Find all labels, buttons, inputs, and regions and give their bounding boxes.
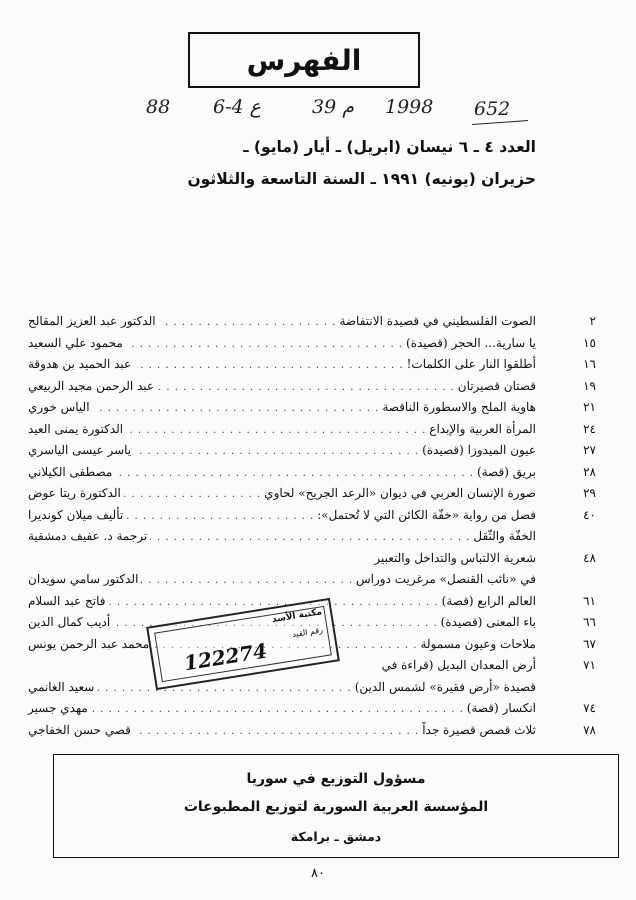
handwritten-underline <box>472 120 528 125</box>
toc-title: ثلاث قصص قصيرة جداً <box>422 722 536 737</box>
toc-leader-dots <box>91 704 464 715</box>
toc-page-number: ٢٤ <box>583 421 596 436</box>
toc-leader-dots <box>159 317 337 328</box>
toc-author: الدكتور عبد العزيز المقالح <box>28 314 156 328</box>
toc-page-number: ١٩ <box>583 378 596 393</box>
toc-row <box>28 701 596 723</box>
toc-page-number: ٤٨ <box>583 550 596 565</box>
toc-leader-dots <box>134 726 419 737</box>
toc-row <box>28 335 596 358</box>
toc-leader-dots <box>141 575 353 586</box>
toc-page-number: ١٥ <box>583 335 596 350</box>
toc-title: العالم الرابع (قصة) <box>441 593 536 608</box>
toc-row <box>28 314 596 336</box>
toc-title: أرض المعدان البديل (قراءة في <box>381 658 536 672</box>
toc-title: شعرية الالتباس والتداخل والتعبير <box>374 550 536 565</box>
toc-row <box>28 572 536 594</box>
toc-row <box>28 507 596 530</box>
toc-author: ترجمة د. عفيف دمشقية <box>28 529 148 543</box>
toc-row <box>28 486 596 508</box>
handwritten-note-number: 39 م <box>312 96 354 118</box>
toc-leader-dots <box>134 360 403 371</box>
stamp-number: 122274 <box>182 638 269 676</box>
distribution-address: دمشق ـ برامكة <box>290 829 382 844</box>
handwritten-note-code: 652 <box>474 98 511 120</box>
toc-author: مصطفى الكيلاني <box>28 464 113 479</box>
toc-leader-dots <box>93 403 380 414</box>
toc-title: في «نائب القنصل» مرغريت دوراس <box>356 572 536 586</box>
toc-page-number: ٢ <box>589 314 596 328</box>
issue-line-1: العدد ٤ ـ ٦ نيسان (ابريل) ـ أيار (مايو) ـ <box>243 138 536 156</box>
toc-title: المرأة العربية والإبداع <box>429 421 536 436</box>
toc-page-number: ٧٨ <box>583 722 596 737</box>
toc-leader-dots <box>134 446 419 457</box>
toc-leader-dots <box>126 511 314 522</box>
toc-row <box>28 529 536 551</box>
handwritten-note-year: 1998 <box>385 96 434 118</box>
distribution-company: المؤسسة العربية السورية لتوزيع المطبوعات <box>183 799 489 815</box>
toc-title: يا سارية... الحجر (قصيدة) <box>406 335 536 350</box>
toc-author: فاتح عبد السلام <box>28 593 106 608</box>
toc-page-number: ٢٩ <box>583 486 596 500</box>
toc-title: قصتان قصيرتان <box>457 378 536 393</box>
toc-page-number: ١٦ <box>583 357 596 371</box>
toc-leader-dots <box>97 683 351 694</box>
toc-author: محمود علي السعيد <box>28 335 123 350</box>
page-number: ٨٠ <box>311 866 325 881</box>
toc-title: صورة الإنسان العربي في ديوان «الرعد الجريح» لحاوي <box>264 486 536 500</box>
toc-row <box>28 421 596 444</box>
toc-title: الصوت الفلسطيني في قصيدة الانتفاضة <box>339 314 536 328</box>
toc-author: الياس خوري <box>28 400 90 414</box>
toc-leader-dots <box>126 339 403 350</box>
toc-leader-dots <box>126 425 426 436</box>
distribution-box <box>53 754 619 858</box>
toc-title: قصيدة «أرض فقيرة» لشمس الدين) <box>354 679 536 694</box>
toc-author: ياسر عيسى الياسري <box>28 443 132 457</box>
toc-title: هاوية الملح والاسطورة الناقصة <box>382 400 536 414</box>
toc-title: بريق (قصة) <box>476 464 536 479</box>
toc-row <box>28 722 596 745</box>
toc-row <box>28 680 536 702</box>
toc-author: الدكتور سامي سويدان <box>28 572 139 586</box>
toc-row <box>28 464 596 487</box>
toc-row <box>28 550 596 573</box>
toc-page-number: ٤٠ <box>583 507 596 522</box>
toc-page-number: ٧٤ <box>583 701 596 715</box>
toc-author: الدكتورة ريتا عوض <box>28 486 121 500</box>
toc-row <box>28 443 596 465</box>
toc-title: فصل من رواية «خفّة الكائن التي لا تُحتمل»: <box>317 507 536 522</box>
toc-page-number: ٢٧ <box>583 443 596 457</box>
table-of-contents <box>28 314 596 744</box>
toc-page-number: ٦٧ <box>583 636 596 651</box>
toc-page-number: ٢١ <box>583 400 596 414</box>
toc-author: تأليف ميلان كونديرا <box>28 507 124 522</box>
stamp-header: مكتبة الأسد <box>271 607 323 626</box>
toc-title: ملاحات وعيون مسمولة <box>420 636 536 651</box>
toc-author: محمد عبد الرحمن يونس <box>28 636 150 651</box>
page-title: الفهرس <box>188 32 420 88</box>
toc-title: باء المعنى (قصيدة) <box>440 615 536 629</box>
toc-leader-dots <box>157 382 455 393</box>
toc-title: عيون الميدوزا (قصيدة) <box>422 443 536 457</box>
toc-title: الخفّة والثّقل <box>473 529 536 543</box>
toc-leader-dots <box>115 468 474 479</box>
toc-leader-dots <box>150 532 470 543</box>
stamp-label: رقم القيد <box>291 625 324 640</box>
toc-page-number: ٧١ <box>583 658 596 672</box>
toc-row <box>28 378 596 401</box>
toc-row <box>28 357 596 379</box>
toc-author: عبد الحميد بن هدوقة <box>28 357 132 371</box>
toc-title: أطلقوا النار على الكلمات! <box>406 357 536 371</box>
toc-author: أديب كمال الدين <box>28 615 111 629</box>
toc-row <box>28 400 596 422</box>
toc-title: انكسار (قصة) <box>466 701 536 715</box>
issue-line-2: حزيران (يونيه) ١٩٩١ ـ السنة التاسعة والثلاثون <box>187 170 536 188</box>
toc-page-number: ٢٨ <box>583 464 596 479</box>
toc-author: مهدي جسير <box>28 701 88 715</box>
distribution-heading: مسؤول التوزيع في سوريا <box>246 771 426 787</box>
toc-leader-dots <box>124 489 261 500</box>
handwritten-note-date: 6-4 ع <box>213 96 261 118</box>
toc-author: قصي حسن الخفاجي <box>28 722 131 737</box>
toc-author: سعيد الغانمي <box>28 679 95 694</box>
toc-author: عبد الرحمن مجيد الربيعي <box>28 378 155 393</box>
toc-page-number: ٦١ <box>583 593 596 608</box>
handwritten-note-88: 88 <box>146 96 171 118</box>
toc-page-number: ٦٦ <box>583 615 596 629</box>
toc-author: الدكتورة يمنى العيد <box>28 421 124 436</box>
